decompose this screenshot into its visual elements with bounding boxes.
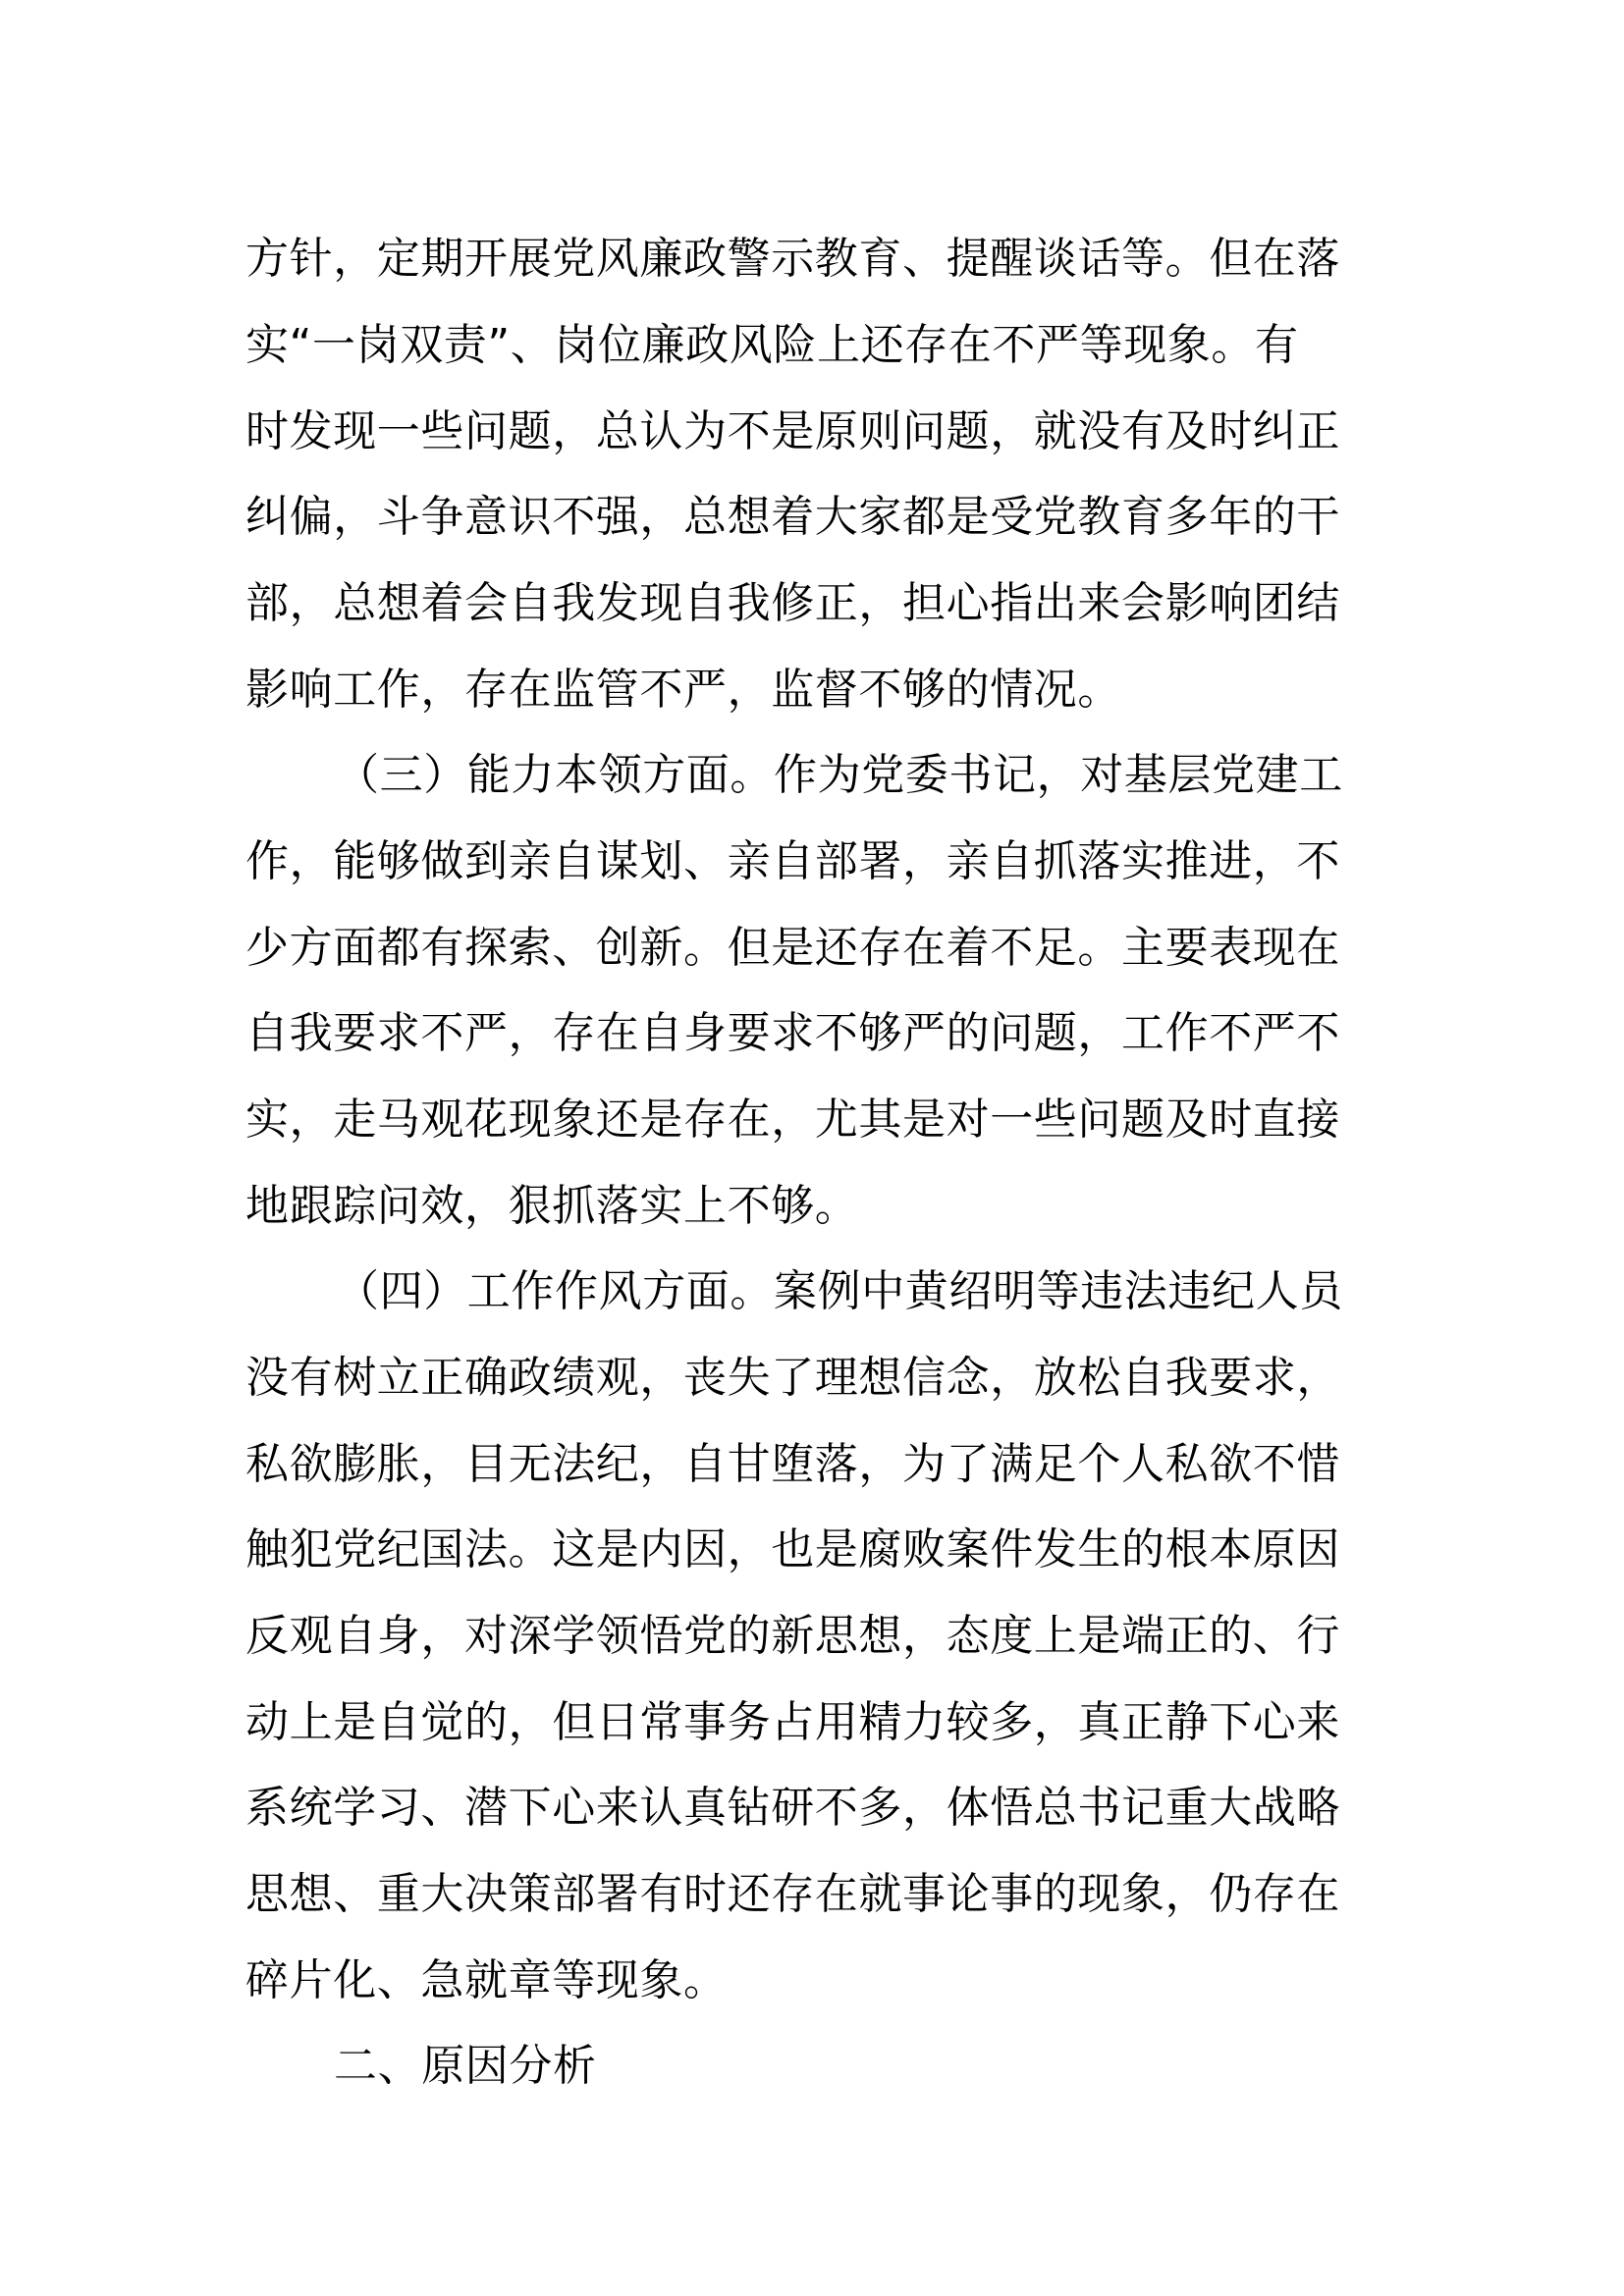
text-line: 动上是自觉的，但日常事务占用精力较多，真正静下心来 bbox=[245, 1697, 1340, 1747]
text-line: 碎片化、急就章等现象。 bbox=[245, 1955, 728, 2005]
text-line: 影响工作，存在监管不严，监督不够的情况。 bbox=[245, 665, 1121, 715]
text-line: 反观自身，对深学领悟党的新思想，态度上是端正的、行 bbox=[245, 1611, 1340, 1661]
text-line: 少方面都有探索、创新。但是还存在着不足。主要表现在 bbox=[245, 923, 1340, 973]
text-line: （四）工作作风方面。案例中黄绍明等违法违纪人员 bbox=[336, 1266, 1343, 1316]
text-line: 时发现一些问题，总认为不是原则问题，就没有及时纠正 bbox=[245, 406, 1340, 456]
text-line: 思想、重大决策部署有时还存在就事论事的现象，仍存在 bbox=[245, 1869, 1340, 1919]
text-line: 实，走马观花现象还是存在，尤其是对一些问题及时直接 bbox=[245, 1095, 1340, 1145]
text-line: 作，能够做到亲自谋划、亲自部署，亲自抓落实推进，不 bbox=[245, 836, 1340, 886]
text-line: 自我要求不严，存在自身要求不够严的问题，工作不严不 bbox=[245, 1008, 1340, 1058]
text-line: 触犯党纪国法。这是内因，也是腐败案件发生的根本原因 bbox=[245, 1524, 1340, 1575]
text-line: 地跟踪问效，狠抓落实上不够。 bbox=[245, 1181, 859, 1231]
text-line: 部，总想着会自我发现自我修正，担心指出来会影响团结 bbox=[245, 578, 1340, 628]
text-line: 没有树立正确政绩观，丧失了理想信念，放松自我要求， bbox=[245, 1353, 1340, 1403]
text-line: 纠偏，斗争意识不强，总想着大家都是受党教育多年的干 bbox=[245, 492, 1340, 542]
section-heading: 二、原因分析 bbox=[334, 2041, 597, 2091]
text-line: 实“一岗双责”、岗位廉政风险上还存在不严等现象。有 bbox=[245, 320, 1299, 370]
text-line: （三）能力本领方面。作为党委书记，对基层党建工 bbox=[336, 750, 1343, 800]
text-line: 方针，定期开展党风廉政警示教育、提醒谈话等。但在落 bbox=[245, 234, 1340, 284]
text-line: 系统学习、潜下心来认真钻研不多，体悟总书记重大战略 bbox=[245, 1783, 1340, 1833]
text-line: 私欲膨胀，目无法纪，自甘堕落，为了满足个人私欲不惜 bbox=[245, 1439, 1340, 1489]
